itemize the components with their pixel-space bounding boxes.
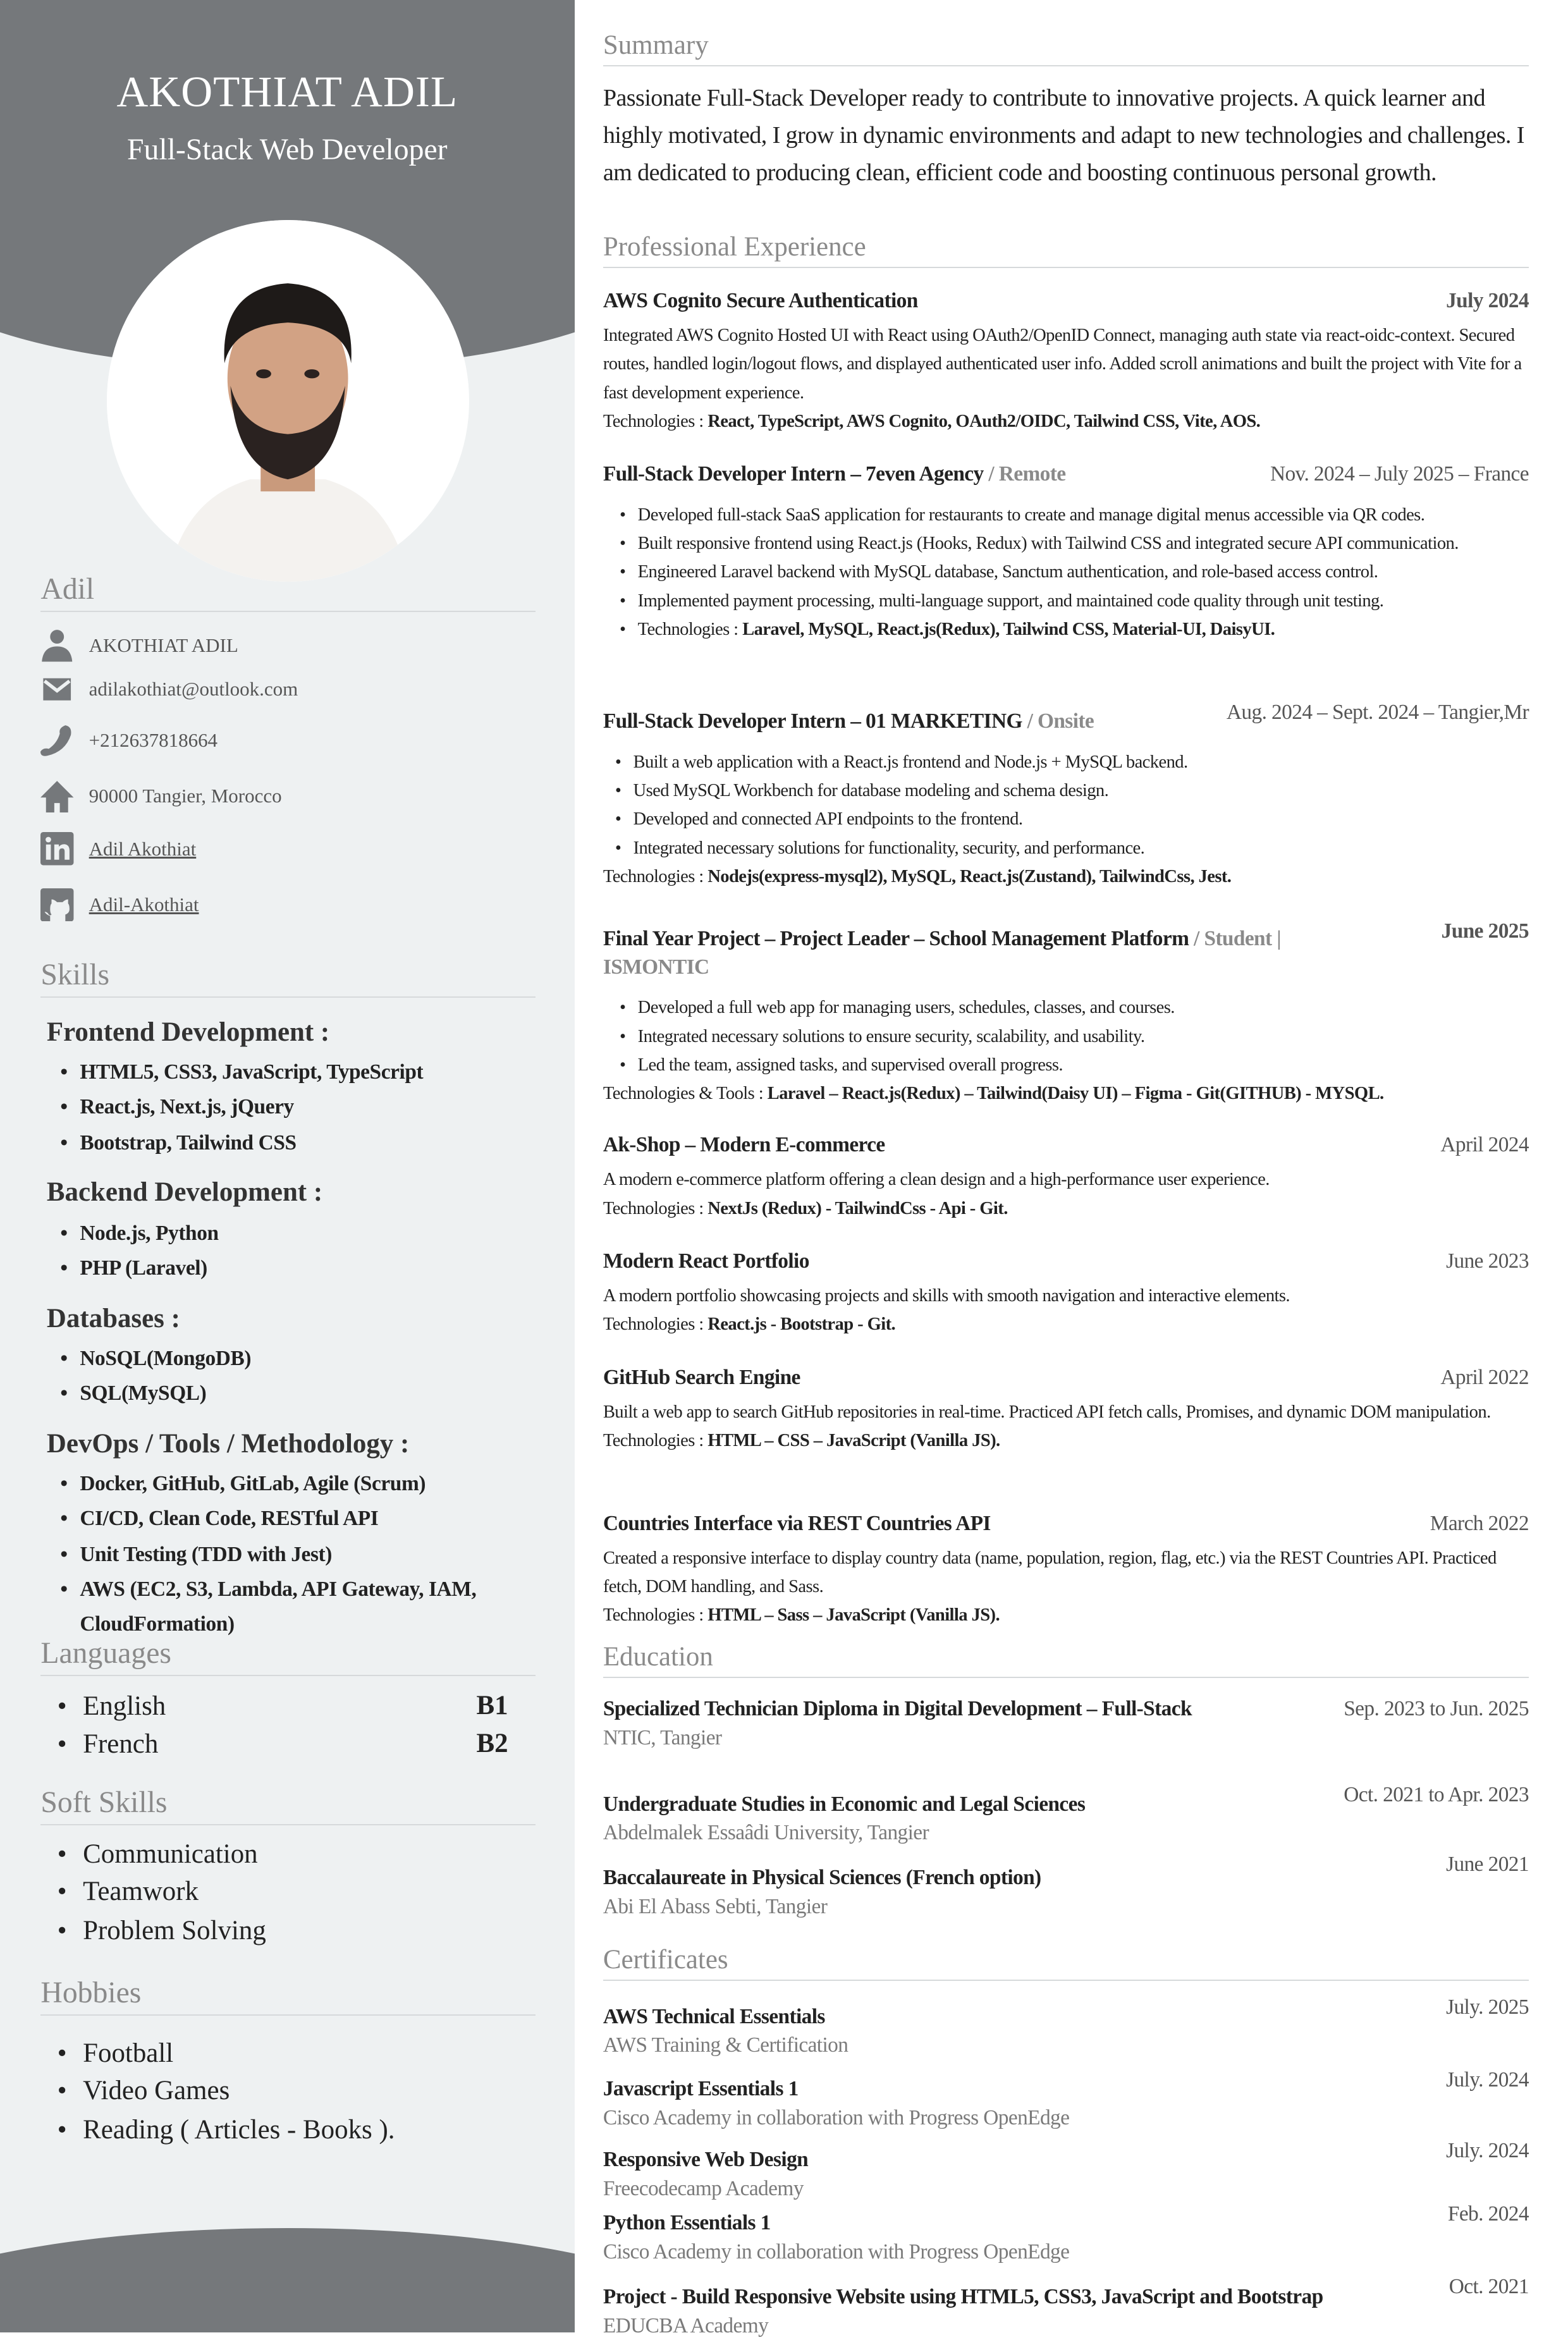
profile-name: AKOTHIAT ADIL <box>116 66 458 116</box>
certificate-entry-title: Python Essentials 1 <box>603 2211 771 2235</box>
summary-text: Passionate Full-Stack Developer ready to contribute to innovative projects. A quick learner and highly motivated, I grow in dynamic environments and adapt to new technologies and challenges. I am dedicated to producing clean, efficient code and boosting continuous personal growth. <box>603 85 1524 186</box>
tech-label: Technologies : <box>603 1605 708 1626</box>
entry-date: March 2022 <box>1430 1511 1529 1535</box>
entry-title-text: Final Year Project – Project Leader – School Management Platform <box>603 926 1189 950</box>
bullet-icon: • <box>60 1222 68 1246</box>
certificate-entry <box>603 2202 1529 2266</box>
certificate-entry-date: July. 2024 <box>1446 2067 1529 2092</box>
tech-label: Technologies & Tools : <box>603 1084 768 1104</box>
certificate-entry-date: Feb. 2024 <box>1447 2202 1529 2226</box>
skill-item <box>60 1090 542 1125</box>
tech-label: Technologies : <box>603 1198 708 1218</box>
certificate-entry <box>603 2067 1529 2132</box>
contact-name-text: AKOTHIAT ADIL <box>89 634 238 656</box>
entry-title-text: GitHub Search Engine <box>603 1365 800 1389</box>
skill-text: AWS (EC2, S3, Lambda, API Gateway, IAM, CloudFormation) <box>80 1577 477 1636</box>
certificate-entry-title: Responsive Web Design <box>603 2148 809 2172</box>
soft-skill-item: • Problem Solving <box>57 1916 266 1946</box>
bullet-item: • Developed and connected API endpoints to the frontend. <box>599 805 1529 833</box>
entry-title-text: Countries Interface via REST Countries API <box>603 1511 991 1535</box>
contact-linkedin <box>40 832 196 865</box>
bullet-icon: • <box>60 1347 68 1371</box>
entry-title-text: Modern React Portfolio <box>603 1249 809 1273</box>
entry-title-text: Full-Stack Developer Intern – 7even Agency <box>603 462 984 486</box>
tech-value: React, TypeScript, AWS Cognito, OAuth2/OIDC, Tailwind CSS, Vite, AOS. <box>707 411 1261 431</box>
language-french: • French <box>57 1729 159 1759</box>
entry-tag: / Student | ISMONTIC <box>603 926 1282 979</box>
skill-group-title: Backend Development : <box>46 1177 323 1207</box>
education-entry-institution: Abi El Abass Sebti, Tangier <box>603 1894 828 1918</box>
tech-value: Laravel, MySQL, React.js(Redux), Tailwind CSS, Material-UI, DaisyUI. <box>742 619 1275 639</box>
experience-entry <box>603 1509 1529 1630</box>
skill-text: CI/CD, Clean Code, RESTful API <box>80 1507 379 1531</box>
language-level: B2 <box>476 1728 508 1758</box>
skill-text: Bootstrap, Tailwind CSS <box>80 1131 297 1155</box>
certificate-entry-title: Project - Build Responsive Website using HTML5, CSS3, JavaScript and Bootstrap <box>603 2285 1323 2309</box>
education-entry <box>603 1783 1529 1847</box>
bullet-item: • Built a web application with a React.js frontend and Node.js + MySQL backend. <box>599 748 1529 776</box>
entry-technologies <box>603 1426 1529 1455</box>
certificate-entry-institution: AWS Training & Certification <box>603 2033 848 2057</box>
soft-skill-text: Teamwork <box>83 1877 199 1907</box>
entry-description: Integrated AWS Cognito Hosted UI with React using OAuth2/OpenID Connect, managing auth state via react-oidc-context. Secured routes, handled login/logout flows, and displayed authenticated user info. Added scroll animations and built the project with Vite for a fast development experience. <box>603 325 1522 403</box>
entry-technologies <box>603 1194 1529 1223</box>
bullet-item: • Developed full-stack SaaS application for restaurants to create and manage digital menus accessible via QR codes. <box>603 501 1529 529</box>
hobby-item: • Reading ( Articles - Books ). <box>57 2115 395 2145</box>
hobby-text: Reading ( Articles - Books ). <box>83 2115 395 2145</box>
entry-title <box>603 1509 1529 1538</box>
experience-entry <box>603 1363 1529 1455</box>
entry-description: Created a responsive interface to display country data (name, population, region, flag, etc.) via the REST Countries API. Practiced fetch, DOM handling, and Sass. <box>603 1548 1497 1597</box>
bullet-icon: • <box>60 1256 68 1280</box>
tech-value: React.js - Bootstrap - Git. <box>707 1314 896 1335</box>
language-name: French <box>83 1729 159 1759</box>
education-entry <box>603 1694 1529 1752</box>
bullet-icon: • <box>60 1381 68 1406</box>
entry-bullets <box>599 748 1529 862</box>
skill-item <box>60 1055 542 1090</box>
soft-skill-item: • Teamwork <box>57 1877 199 1907</box>
phone-icon <box>40 724 73 757</box>
certificate-entry-institution: EDUCBA Academy <box>603 2313 769 2337</box>
tech-value: HTML – CSS – JavaScript (Vanilla JS). <box>707 1430 1000 1450</box>
skill-text: NoSQL(MongoDB) <box>80 1347 252 1371</box>
skill-group-title: Frontend Development : <box>46 1017 330 1048</box>
entry-date: July 2024 <box>1446 289 1529 313</box>
skill-text: Docker, GitHub, GitLab, Agile (Scrum) <box>80 1472 426 1496</box>
education-entry <box>603 1852 1529 1921</box>
entry-title <box>603 286 1529 315</box>
bullet-icon: • <box>60 1507 68 1531</box>
education-entry-title: Specialized Technician Diploma in Digital Development – Full-Stack <box>603 1697 1192 1721</box>
certificate-entry <box>603 2274 1529 2340</box>
experience-entry <box>603 1130 1529 1222</box>
hobby-text: Football <box>83 2038 174 2068</box>
contact-email <box>40 673 298 706</box>
certificate-entry-institution: Cisco Academy in collaboration with Progress OpenEdge <box>603 2239 1070 2263</box>
experience-entry <box>603 1247 1529 1338</box>
entry-bullets <box>603 501 1529 644</box>
certificate-entry <box>603 2138 1529 2203</box>
entry-description: A modern e-commerce platform offering a clean design and a high-performance user experience. <box>603 1170 1270 1190</box>
hobby-text: Video Games <box>83 2076 230 2106</box>
github-icon <box>40 888 73 921</box>
bullet-icon: • <box>60 1472 68 1496</box>
contact-name <box>40 628 238 661</box>
profile-photo <box>107 220 469 582</box>
skill-item <box>60 1572 542 1642</box>
skill-item <box>60 1538 542 1572</box>
soft-skill-text: Problem Solving <box>83 1916 266 1946</box>
bullet-item: • Integrated necessary solutions for functionality, security, and performance. <box>599 834 1529 862</box>
skill-text: HTML5, CSS3, JavaScript, TypeScript <box>80 1060 424 1084</box>
certificate-entry-institution: Cisco Academy in collaboration with Progress OpenEdge <box>603 2105 1070 2129</box>
entry-date: June 2023 <box>1446 1249 1529 1273</box>
skills-heading: Skills <box>40 957 535 998</box>
entry-date: June 2025 <box>1441 919 1529 943</box>
skill-text: PHP (Laravel) <box>80 1256 207 1280</box>
bullet-item: • Integrated necessary solutions to ensure security, scalability, and usability. <box>603 1022 1529 1051</box>
bullet-item: • Implemented payment processing, multi-language support, and maintained code quality through unit testing. <box>603 587 1529 615</box>
skill-item <box>60 1342 542 1376</box>
contact-github <box>40 888 199 921</box>
education-heading: Education <box>603 1639 1529 1678</box>
skill-item <box>60 1467 542 1502</box>
soft-skill-item: • Communication <box>57 1839 258 1869</box>
education-entry-institution: NTIC, Tangier <box>603 1725 722 1749</box>
certificate-entry-institution: Freecodecamp Academy <box>603 2176 804 2200</box>
certificate-entry-title: Javascript Essentials 1 <box>603 2077 799 2101</box>
bullet-item-technologies <box>603 615 1529 644</box>
certificate-entry-date: Oct. 2021 <box>1449 2274 1529 2298</box>
education-entry-date: June 2021 <box>1446 1852 1529 1876</box>
entry-date: April 2024 <box>1440 1133 1529 1157</box>
education-entry-date: Sep. 2023 to Jun. 2025 <box>1344 1697 1529 1721</box>
skill-item <box>60 1251 542 1286</box>
skill-group-title: Databases : <box>46 1304 180 1334</box>
tech-value: Laravel – React.js(Redux) – Tailwind(Daisy UI) – Figma - Git(GITHUB) - MYSQL. <box>767 1084 1384 1104</box>
person-icon <box>40 628 73 661</box>
bullet-item: • Developed a full web app for managing users, schedules, classes, and courses. <box>603 993 1529 1022</box>
entry-title <box>603 1247 1529 1275</box>
certificate-entry-date: July. 2024 <box>1446 2138 1529 2162</box>
soft-skill-text: Communication <box>83 1839 258 1869</box>
entry-date: Aug. 2024 – Sept. 2024 – Tangier,Mr <box>1226 701 1529 725</box>
bullet-icon: • <box>60 1131 68 1155</box>
education-entry-title: Baccalaureate in Physical Sciences (French option) <box>603 1866 1041 1890</box>
contact-address <box>40 780 281 812</box>
home-icon <box>40 780 73 812</box>
entry-title <box>603 1363 1529 1392</box>
bullet-item: • Engineered Laravel backend with MySQL database, Sanctum authentication, and role-based access control. <box>603 558 1529 586</box>
entry-title <box>603 924 1357 982</box>
envelope-icon <box>40 673 73 706</box>
bullet-item: • Used MySQL Workbench for database modeling and schema design. <box>599 776 1529 805</box>
entry-date: Nov. 2024 – July 2025 – France <box>1270 462 1529 486</box>
linkedin-link[interactable]: Adil Akothiat <box>89 837 197 860</box>
education-entry-institution: Abdelmalek Essaâdi University, Tangier <box>603 1820 929 1844</box>
linkedin-icon <box>40 832 73 865</box>
sidebar <box>0 0 575 2332</box>
tech-label: Technologies : <box>603 1430 708 1450</box>
education-entry-date: Oct. 2021 to Apr. 2023 <box>1344 1783 1529 1807</box>
experience-entry <box>603 460 1529 644</box>
skill-item <box>60 1502 542 1536</box>
contact-phone <box>40 724 217 757</box>
hobby-item: • Video Games <box>57 2076 230 2106</box>
contact-address-text: 90000 Tangier, Morocco <box>89 785 282 807</box>
skill-item <box>60 1376 542 1411</box>
skill-text: Node.js, Python <box>80 1222 219 1246</box>
hobbies-heading: Hobbies <box>40 1975 535 2016</box>
experience-entry <box>603 286 1529 436</box>
skill-item <box>60 1216 542 1251</box>
entry-title-text: Full-Stack Developer Intern – 01 MARKETING <box>603 709 1022 733</box>
tech-label: Technologies : <box>603 1314 708 1335</box>
bullet-icon: • <box>60 1543 68 1567</box>
tech-value: NextJs (Redux) - TailwindCss - Api - Git. <box>707 1198 1008 1218</box>
skill-group-title: DevOps / Tools / Methodology : <box>46 1429 410 1459</box>
bullet-icon: • <box>60 1577 68 1602</box>
skill-text: SQL(MySQL) <box>80 1381 207 1406</box>
entry-tag: / Onsite <box>1027 709 1094 733</box>
language-english: • English <box>57 1691 166 1722</box>
contact-phone-text: +212637818664 <box>89 728 218 751</box>
entry-title-text: Ak-Shop – Modern E-commerce <box>603 1133 885 1157</box>
bullet-item: • Built responsive frontend using React.js (Hooks, Redux) with Tailwind CSS and integrated secure API communication. <box>603 529 1529 558</box>
skill-text: React.js, Next.js, jQuery <box>80 1095 294 1119</box>
certificate-entry-title: AWS Technical Essentials <box>603 2004 825 2028</box>
certificates-heading: Certificates <box>603 1942 1529 1981</box>
tech-label: Technologies : <box>603 867 708 886</box>
entry-technologies <box>603 1601 1529 1629</box>
github-link[interactable]: Adil-Akothiat <box>89 893 199 916</box>
languages-heading: Languages <box>40 1636 535 1676</box>
education-entry-title: Undergraduate Studies in Economic and Legal Sciences <box>603 1792 1086 1816</box>
bullet-icon: • <box>60 1060 68 1084</box>
entry-title <box>603 1130 1529 1159</box>
certificate-entry <box>603 1995 1529 2060</box>
language-level: B1 <box>476 1691 508 1721</box>
contact-email-text[interactable]: adilakothiat@outlook.com <box>89 677 298 700</box>
contact-heading: Adil <box>40 572 535 612</box>
skill-item <box>60 1126 542 1161</box>
footer-background <box>0 2228 575 2332</box>
language-name: English <box>83 1691 166 1722</box>
entry-date: April 2022 <box>1440 1365 1529 1389</box>
experience-entry <box>603 919 1529 1108</box>
entry-bullets <box>603 993 1529 1079</box>
certificate-entry-date: July. 2025 <box>1446 1995 1529 2019</box>
entry-title-text: AWS Cognito Secure Authentication <box>603 289 918 313</box>
bullet-item: • Led the team, assigned tasks, and supervised overall progress. <box>603 1051 1529 1079</box>
entry-tag: / Remote <box>988 462 1066 486</box>
entry-technologies <box>603 407 1529 436</box>
entry-description: A modern portfolio showcasing projects and skills with smooth navigation and interactive elements. <box>603 1285 1290 1306</box>
bullet-icon: • <box>60 1095 68 1119</box>
tech-label: Technologies : <box>603 411 708 431</box>
soft-skills-heading: Soft Skills <box>40 1785 535 1825</box>
profile-title: Full-Stack Web Developer <box>127 133 448 166</box>
experience-heading: Professional Experience <box>603 229 1529 268</box>
entry-technologies <box>603 1079 1529 1108</box>
tech-value: Nodejs(express-mysql2), MySQL, React.js(Zustand), TailwindCss, Jest. <box>707 867 1232 886</box>
entry-description: Built a web app to search GitHub repositories in real-time. Practiced API fetch calls, Promises, and dynamic DOM manipulation. <box>603 1402 1491 1422</box>
entry-technologies <box>603 1310 1529 1338</box>
hobby-item: • Football <box>57 2038 174 2068</box>
experience-entry <box>603 701 1529 891</box>
summary-heading: Summary <box>603 27 1529 66</box>
skill-text: Unit Testing (TDD with Jest) <box>80 1543 332 1567</box>
entry-technologies <box>603 862 1529 891</box>
tech-value: HTML – Sass – JavaScript (Vanilla JS). <box>707 1605 1000 1626</box>
tech-label: Technologies : <box>637 619 743 639</box>
